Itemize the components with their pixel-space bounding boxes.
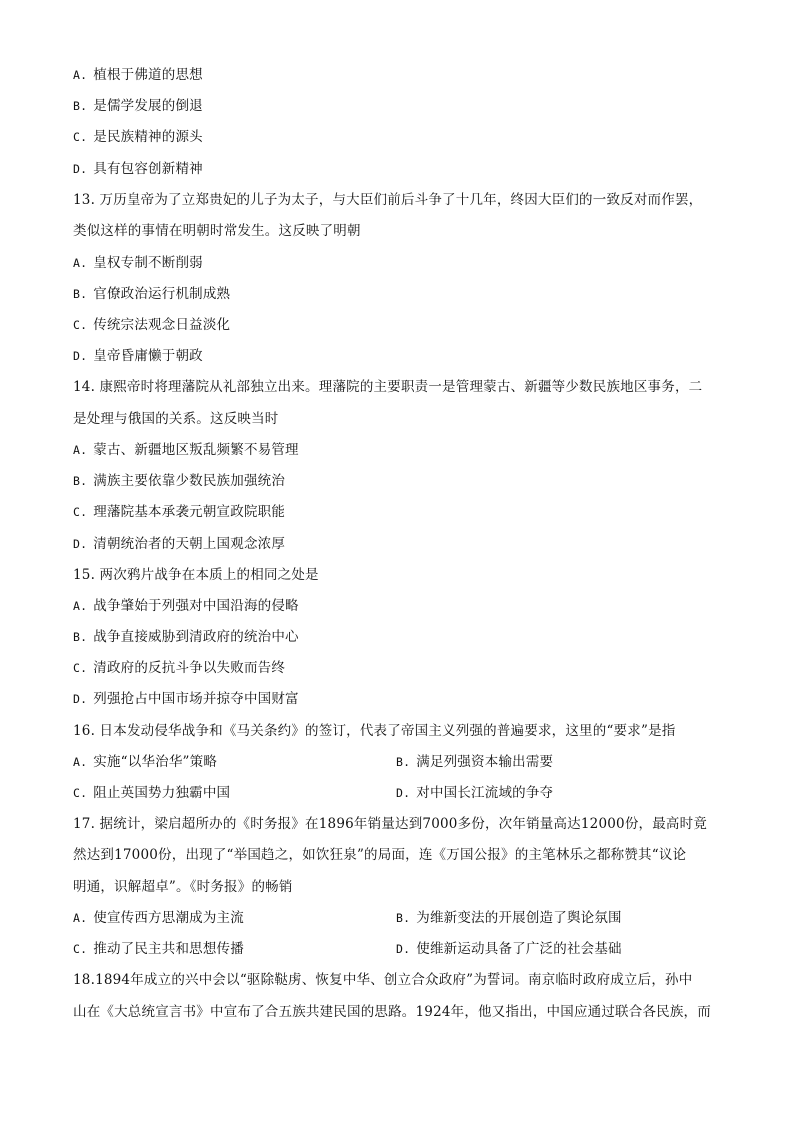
q14-option-a: A. 蒙古、新疆地区叛乱频繁不易管理 xyxy=(73,442,299,458)
q14-stem-line2: 是处理与俄国的关系。这反映当时 xyxy=(73,411,279,427)
q15-option-d: D. 列强抢占中国市场并掠夺中国财富 xyxy=(73,691,299,707)
q13-option-c: C. 传统宗法观念日益淡化 xyxy=(73,317,231,333)
q14-option-d: D. 清朝统治者的天朝上国观念浓厚 xyxy=(73,536,286,552)
q17-option-b: B. 为维新变法的开展创造了舆论氛围 xyxy=(396,910,622,926)
q13-option-b: B. 官僚政治运行机制成熟 xyxy=(73,286,231,302)
q12-option-b: B. 是儒学发展的倒退 xyxy=(73,98,203,114)
q18-stem-line1: 18.1894年成立的兴中会以“驱除鞑虏、恢复中华、创立合众政府”为誓词。南京临时政府成立后，孙中 xyxy=(73,972,693,988)
q16-stem-line1: 16. 日本发动侵华战争和《马关条约》的签订，代表了帝国主义列强的普遍要求，这里的“要求”是指 xyxy=(73,723,676,739)
q15-option-a: A. 战争肇始于列强对中国沿海的侵略 xyxy=(73,598,299,614)
q12-option-c: C. 是民族精神的源头 xyxy=(73,129,203,145)
q16-option-c: C. 阻止英国势力独霸中国 xyxy=(73,785,231,801)
q17-option-a: A. 使宣传西方思潮成为主流 xyxy=(73,910,244,926)
q17-stem-line1: 17. 据统计，梁启超所办的《时务报》在1896年销量达到7000多份，次年销量高达12000份，最高时竟 xyxy=(73,816,708,832)
q12-option-a: A. 植根于佛道的思想 xyxy=(73,67,203,83)
q15-option-b: B. 战争直接威胁到清政府的统治中心 xyxy=(73,629,299,645)
q13-option-d: D. 皇帝昏庸懒于朝政 xyxy=(73,348,203,364)
q15-stem-line1: 15. 两次鸦片战争在本质上的相同之处是 xyxy=(73,567,319,583)
q14-option-b: B. 满族主要依靠少数民族加强统治 xyxy=(73,473,286,489)
q13-stem-line1: 13. 万历皇帝为了立郑贵妃的儿子为太子，与大臣们前后斗争了十几年，终因大臣们的一致反对而作罢， xyxy=(73,192,703,208)
q17-option-d: D. 使维新运动具备了广泛的社会基础 xyxy=(396,941,622,957)
q13-stem-line2: 类似这样的事情在明朝时常发生。这反映了明朝 xyxy=(73,223,361,239)
q17-stem-line3: 明通，识解超卓”。《时务报》的畅销 xyxy=(73,879,293,895)
q17-stem-line2: 然达到17000份，出现了“举国趋之，如饮狂泉”的局面，连《万国公报》的主笔林乐之都称赞其“议论 xyxy=(73,847,687,863)
q16-option-b: B. 满足列强资本输出需要 xyxy=(396,754,554,770)
q16-option-d: D. 对中国长江流域的争夺 xyxy=(396,785,554,801)
q14-option-c: C. 理藩院基本承袭元朝宣政院职能 xyxy=(73,504,286,520)
q17-option-c: C. 推动了民主共和思想传播 xyxy=(73,941,244,957)
q12-option-d: D. 具有包容创新精神 xyxy=(73,161,203,177)
q18-stem-line2: 山在《大总统宣言书》中宣布了合五族共建民国的思路。1924年，他又指出，中国应通过联合各民族，而 xyxy=(73,1004,711,1020)
q16-option-a: A. 实施“以华治华”策略 xyxy=(73,754,218,770)
q15-option-c: C. 清政府的反抗斗争以失败而告终 xyxy=(73,660,286,676)
q14-stem-line1: 14. 康熙帝时将理藩院从礼部独立出来。理藩院的主要职责一是管理蒙古、新疆等少数民族地区事务，二 xyxy=(73,379,703,395)
q13-option-a: A. 皇权专制不断削弱 xyxy=(73,255,203,271)
